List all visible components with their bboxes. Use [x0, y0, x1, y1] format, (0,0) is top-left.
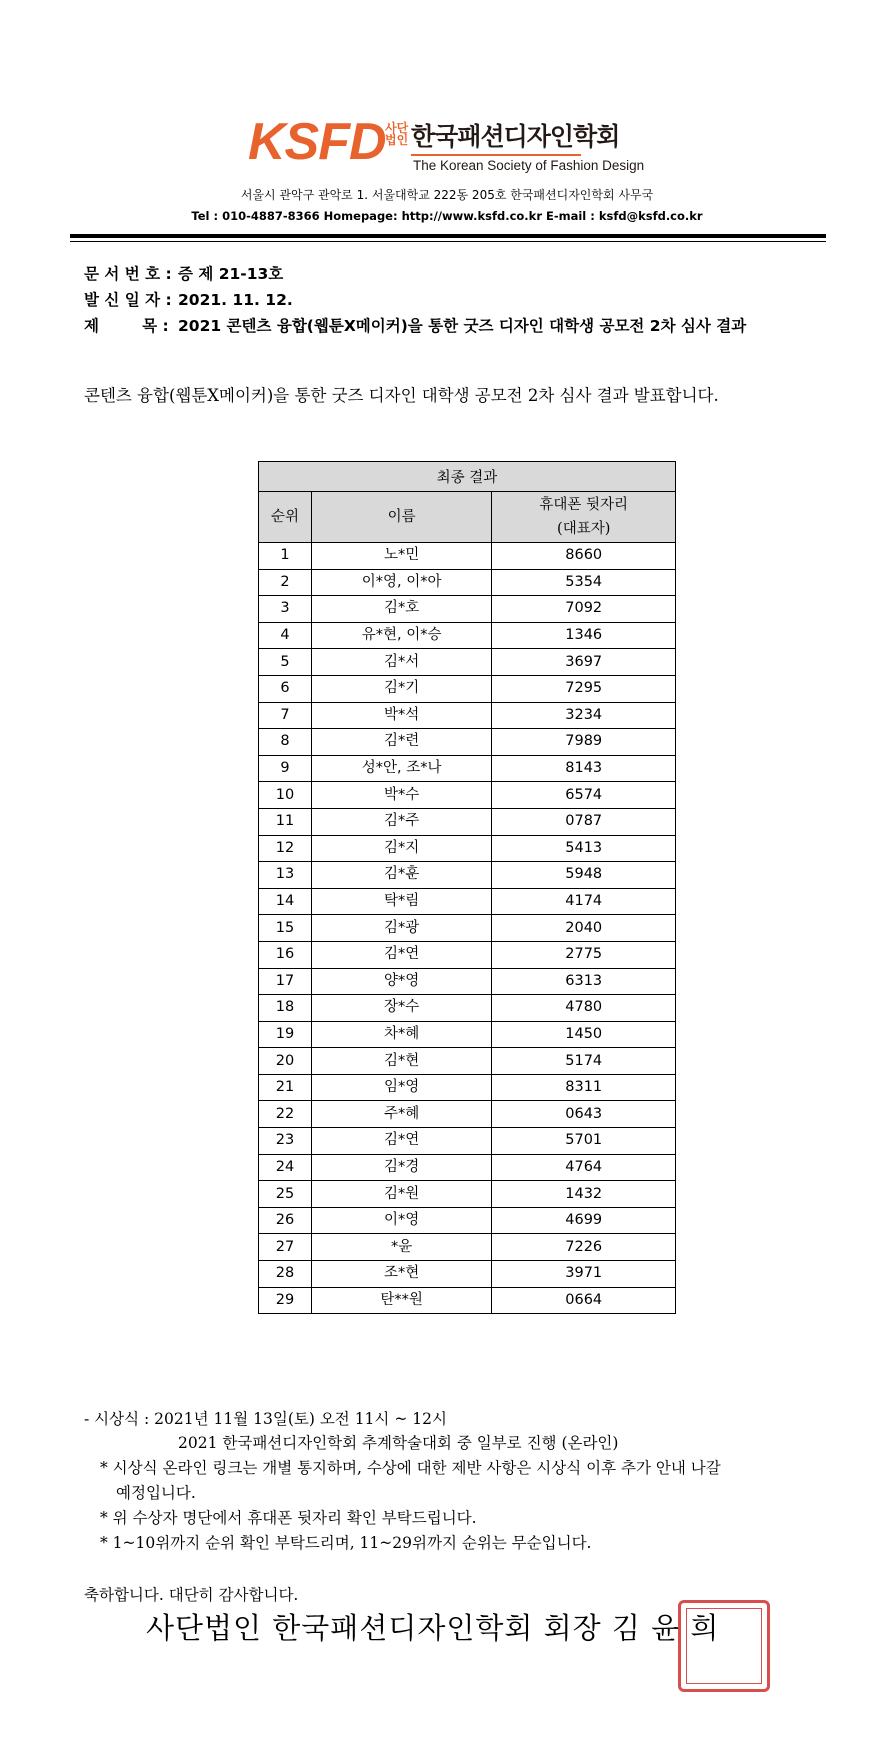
rank-cell: 10 [259, 782, 312, 809]
header-divider-thin [70, 241, 826, 242]
rank-cell: 6 [259, 675, 312, 702]
name-cell: 박*석 [311, 702, 492, 729]
phone-cell: 6313 [492, 968, 676, 995]
rank-cell: 11 [259, 808, 312, 835]
table-row [259, 729, 676, 756]
phone-cell: 1450 [492, 1021, 676, 1048]
table-row [259, 941, 676, 968]
table-title: 최종 결과 [259, 462, 676, 492]
subject-label: 제 목 : [84, 317, 169, 335]
name-cell: 김*서 [311, 649, 492, 676]
table-row [259, 596, 676, 623]
name-cell: 탁*림 [311, 888, 492, 915]
name-cell: 이*영, 이*아 [311, 569, 492, 596]
name-cell: 노*민 [311, 543, 492, 570]
table-row [259, 915, 676, 942]
table-row [259, 862, 676, 889]
name-cell: 김*원 [311, 1181, 492, 1208]
org-name-ko: 한국패션디자인학회 [411, 122, 620, 151]
name-cell: *윤 [311, 1234, 492, 1261]
closing-text: 축하합니다. 대단히 감사합니다. [84, 1586, 299, 1604]
doc-number: 증 제 21-13호 [178, 265, 284, 283]
date-value: 2021. 11. 12. [178, 291, 293, 309]
phone-cell: 8143 [492, 755, 676, 782]
phone-cell: 7295 [492, 675, 676, 702]
rank-cell: 23 [259, 1128, 312, 1155]
rank-cell: 29 [259, 1287, 312, 1314]
table-row [259, 1101, 676, 1128]
logo-underline [411, 154, 581, 156]
phone-cell: 0664 [492, 1287, 676, 1314]
rank-cell: 18 [259, 995, 312, 1022]
note-1: * 시상식 온라인 링크는 개별 통지하며, 수상에 대한 제반 사항은 시상식 이후 추가 안내 나갈 [100, 1459, 721, 1477]
phone-cell: 2775 [492, 941, 676, 968]
table-row [259, 1128, 676, 1155]
table-row [259, 1074, 676, 1101]
name-cell: 김*훈 [311, 862, 492, 889]
rank-cell: 8 [259, 729, 312, 756]
intro-text: 콘텐츠 융합(웹툰X메이커)을 통한 굿즈 디자인 대학생 공모전 2차 심사 결과 발표합니다. [84, 386, 719, 405]
official-seal [678, 1600, 770, 1692]
name-cell: 김*주 [311, 808, 492, 835]
rank-cell: 24 [259, 1154, 312, 1181]
name-cell: 김*광 [311, 915, 492, 942]
name-cell: 김*호 [311, 596, 492, 623]
rank-cell: 12 [259, 835, 312, 862]
rank-cell: 27 [259, 1234, 312, 1261]
phone-cell: 4780 [492, 995, 676, 1022]
name-cell: 김*경 [311, 1154, 492, 1181]
phone-cell: 4764 [492, 1154, 676, 1181]
name-cell: 김*지 [311, 835, 492, 862]
table-row [259, 1181, 676, 1208]
name-cell: 이*영 [311, 1207, 492, 1234]
phone-cell: 3971 [492, 1261, 676, 1288]
phone-cell: 3234 [492, 702, 676, 729]
subject-value: 2021 콘텐츠 융합(웹툰X메이커)을 통한 굿즈 디자인 대학생 공모전 2차 심사 결과 [178, 317, 747, 335]
rank-cell: 17 [259, 968, 312, 995]
logo-corp-label: 사단법인 [385, 121, 409, 147]
table-row [259, 1287, 676, 1314]
table-body [259, 543, 676, 1314]
phone-cell: 7092 [492, 596, 676, 623]
doc-number-row [84, 262, 283, 284]
org-address: 서울시 관악구 관악로 1. 서울대학교 222동 205호 한국패션디자인학회 사무국 [240, 188, 654, 202]
phone-cell: 4174 [492, 888, 676, 915]
subject-row [84, 314, 746, 336]
col-phone-line1: 휴대폰 뒷자리 [539, 497, 629, 513]
phone-cell: 8660 [492, 543, 676, 570]
phone-cell: 3697 [492, 649, 676, 676]
table-row [259, 835, 676, 862]
rank-cell: 25 [259, 1181, 312, 1208]
note-2: * 위 수상자 명단에서 휴대폰 뒷자리 확인 부탁드립니다. [100, 1509, 477, 1527]
name-cell: 임*영 [311, 1074, 492, 1101]
table-row [259, 702, 676, 729]
table-row [259, 649, 676, 676]
rank-cell: 3 [259, 596, 312, 623]
phone-cell: 5174 [492, 1048, 676, 1075]
rank-cell: 13 [259, 862, 312, 889]
table-row [259, 808, 676, 835]
phone-cell: 5948 [492, 862, 676, 889]
rank-cell: 14 [259, 888, 312, 915]
logo-ksfd: KSFD [248, 113, 386, 171]
name-cell: 성*안, 조*나 [311, 755, 492, 782]
ceremony-line: - 시상식 : 2021년 11월 13일(토) 오전 11시 ~ 12시 [84, 1410, 447, 1428]
name-cell: 차*혜 [311, 1021, 492, 1048]
rank-cell: 5 [259, 649, 312, 676]
phone-cell: 8311 [492, 1074, 676, 1101]
results-table [258, 461, 676, 1314]
rank-cell: 26 [259, 1207, 312, 1234]
table-row [259, 888, 676, 915]
name-cell: 탄**원 [311, 1287, 492, 1314]
table-row [259, 782, 676, 809]
phone-cell: 5701 [492, 1128, 676, 1155]
table-row [259, 755, 676, 782]
col-rank: 순위 [259, 492, 312, 543]
col-phone [492, 492, 676, 543]
phone-cell: 6574 [492, 782, 676, 809]
name-cell: 양*영 [311, 968, 492, 995]
phone-cell: 7226 [492, 1234, 676, 1261]
seal-border [686, 1608, 762, 1684]
signature-line: 사단법인 한국패션디자인학회 회장 김 윤 희 [146, 1611, 720, 1645]
table-row [259, 1154, 676, 1181]
name-cell: 김*연 [311, 941, 492, 968]
rank-cell: 7 [259, 702, 312, 729]
rank-cell: 1 [259, 543, 312, 570]
table-row [259, 675, 676, 702]
name-cell: 장*수 [311, 995, 492, 1022]
table-row [259, 569, 676, 596]
rank-cell: 16 [259, 941, 312, 968]
name-cell: 박*수 [311, 782, 492, 809]
rank-cell: 15 [259, 915, 312, 942]
name-cell: 김*련 [311, 729, 492, 756]
col-name: 이름 [311, 492, 492, 543]
note-3: * 1~10위까지 순위 확인 부탁드리며, 11~29위까지 순위는 무순입니다. [100, 1534, 592, 1552]
phone-cell: 0643 [492, 1101, 676, 1128]
phone-cell: 7989 [492, 729, 676, 756]
name-cell: 김*현 [311, 1048, 492, 1075]
col-phone-line2: (대표자) [557, 521, 611, 537]
phone-cell: 0787 [492, 808, 676, 835]
table-row [259, 622, 676, 649]
table-row [259, 995, 676, 1022]
rank-cell: 22 [259, 1101, 312, 1128]
phone-cell: 5354 [492, 569, 676, 596]
table-row [259, 543, 676, 570]
rank-cell: 9 [259, 755, 312, 782]
table-row [259, 1021, 676, 1048]
phone-cell: 1346 [492, 622, 676, 649]
name-cell: 김*연 [311, 1128, 492, 1155]
phone-cell: 1432 [492, 1181, 676, 1208]
date-label: 발 신 일 자 : [84, 291, 172, 309]
rank-cell: 2 [259, 569, 312, 596]
phone-cell: 4699 [492, 1207, 676, 1234]
name-cell: 주*혜 [311, 1101, 492, 1128]
table-row [259, 1207, 676, 1234]
name-cell: 조*현 [311, 1261, 492, 1288]
doc-number-label: 문 서 번 호 : [84, 265, 172, 283]
phone-cell: 5413 [492, 835, 676, 862]
table-row [259, 968, 676, 995]
table-row [259, 1234, 676, 1261]
org-name-en: The Korean Society of Fashion Design [413, 158, 645, 173]
rank-cell: 21 [259, 1074, 312, 1101]
org-contact: Tel : 010-4887-8366 Homepage: http://www.ksfd.co.kr E-mail : ksfd@ksfd.co.kr [191, 209, 703, 223]
rank-cell: 20 [259, 1048, 312, 1075]
header-divider [70, 234, 826, 238]
name-cell: 김*기 [311, 675, 492, 702]
rank-cell: 19 [259, 1021, 312, 1048]
phone-cell: 2040 [492, 915, 676, 942]
rank-cell: 28 [259, 1261, 312, 1288]
letterhead-logo [248, 114, 648, 174]
rank-cell: 4 [259, 622, 312, 649]
date-row [84, 288, 293, 310]
table-row [259, 1261, 676, 1288]
table-row [259, 1048, 676, 1075]
ceremony-detail: 2021 한국패션디자인학회 추계학술대회 중 일부로 진행 (온라인) [178, 1434, 619, 1452]
note-1-cont: 예정입니다. [116, 1484, 196, 1502]
name-cell: 유*현, 이*승 [311, 622, 492, 649]
